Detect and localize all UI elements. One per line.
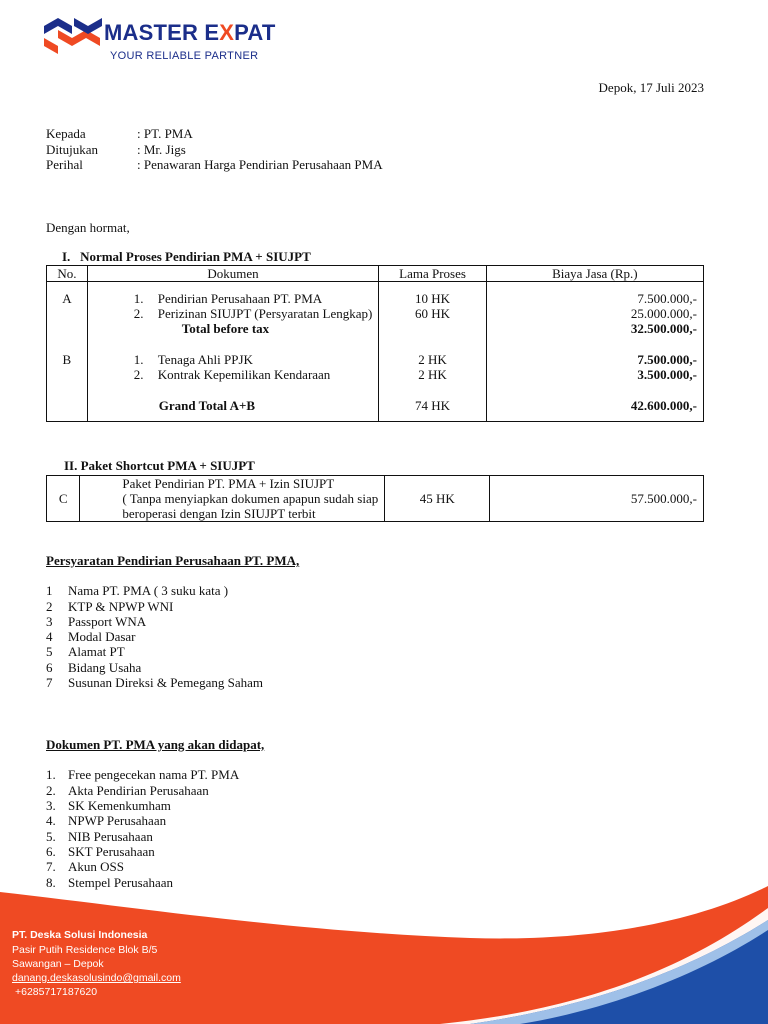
col-header-lama-proses: Lama Proses — [379, 266, 486, 282]
duration-cell: 60 HK — [415, 306, 451, 321]
subtotal-value: 32.500.000,- — [630, 321, 697, 336]
shortcut-cost: 57.500.000,- — [490, 476, 704, 522]
shortcut-doc-line: beroperasi dengan Izin SIUJPT terbit — [122, 506, 316, 521]
meta-value: : Penawaran Harga Pendirian Perusahaan PMA — [137, 157, 383, 172]
shortcut-doc-line: Paket Pendirian PT. PMA + Izin SIUJPT — [122, 476, 335, 491]
shortcut-doc-line: ( Tanpa menyiapkan dokumen apapun sudah siap — [122, 491, 379, 506]
requirements-title: Persyaratan Pendirian Perusahaan PT. PMA, — [46, 553, 300, 568]
footer-phone: +6285717187620 — [15, 986, 98, 998]
documents-title: Dokumen PT. PMA yang akan didapat, — [46, 737, 265, 752]
list-item: 1. Free pengecekan nama PT. PMA — [46, 767, 240, 782]
doc-item: 2. Kontrak Kepemilikan Kendaraan — [133, 367, 331, 382]
row-no-c: C — [47, 476, 80, 522]
list-item: 7 Susunan Direksi & Pemegang Saham — [46, 675, 263, 690]
doc-item: 2. Perizinan SIUJPT (Persyaratan Lengkap) — [133, 306, 373, 321]
row-no-a: A — [62, 291, 72, 306]
list-item: 4. NPWP Perusahaan — [46, 813, 167, 828]
grand-total-label: Grand Total A+B — [158, 398, 256, 413]
grand-total-duration: 74 HK — [415, 398, 451, 413]
meta-value: : Mr. Jigs — [137, 142, 186, 157]
list-item: 5 Alamat PT — [46, 644, 125, 659]
letter-date: Depok, 17 Juli 2023 — [598, 80, 704, 95]
col-header-no: No. — [47, 266, 88, 282]
list-item: 4 Modal Dasar — [46, 629, 136, 644]
list-item: 3 Passport WNA — [46, 614, 147, 629]
price-table-shortcut — [46, 475, 704, 522]
list-item: 7. Akun OSS — [46, 859, 124, 874]
footer-company-name: PT. Deska Solusi Indonesia — [12, 929, 148, 941]
subtotal-label: Total before tax — [181, 321, 270, 336]
meta-label: Ditujukan — [46, 142, 98, 157]
cost-cell: 7.500.000,- — [637, 291, 697, 306]
brand-name: MASTER EXPAT — [104, 20, 276, 45]
price-table-normal — [46, 265, 704, 422]
shortcut-duration: 45 HK — [385, 476, 490, 522]
master-expat-logo-icon — [44, 16, 102, 54]
brand-tagline: YOUR RELIABLE PARTNER — [110, 50, 259, 62]
cost-cell: 7.500.000,- — [637, 352, 697, 367]
table-row — [47, 282, 704, 422]
duration-cell: 10 HK — [415, 291, 451, 306]
doc-item: 1. Tenaga Ahli PPJK — [133, 352, 253, 367]
footer-address-line-2: Sawangan – Depok — [12, 958, 104, 970]
table-header-row — [47, 266, 704, 282]
footer-address-line-1: Pasir Putih Residence Blok B/5 — [12, 944, 158, 956]
row-no-b: B — [62, 352, 72, 367]
list-item: 6. SKT Perusahaan — [46, 844, 155, 859]
list-item: 5. NIB Perusahaan — [46, 829, 153, 844]
grand-total-value: 42.600.000,- — [630, 398, 697, 413]
duration-cell: 2 HK — [418, 367, 447, 382]
cost-cell: 3.500.000,- — [637, 367, 697, 382]
col-header-biaya: Biaya Jasa (Rp.) — [486, 266, 703, 282]
list-item: 8. Stempel Perusahaan — [46, 875, 174, 890]
duration-cell: 2 HK — [418, 352, 447, 367]
doc-item: 1. Pendirian Perusahaan PT. PMA — [133, 291, 323, 306]
cost-cell: 25.000.000,- — [630, 306, 697, 321]
meta-label: Perihal — [46, 157, 83, 172]
greeting: Dengan hormat, — [46, 220, 130, 235]
brand-accent-letter: X — [219, 20, 235, 45]
meta-label: Kepada — [46, 126, 86, 141]
list-item: 2 KTP & NPWP WNI — [46, 599, 174, 614]
list-item: 2. Akta Pendirian Perusahaan — [46, 783, 209, 798]
list-item: 6 Bidang Usaha — [46, 660, 142, 675]
section-2-title: II. Paket Shortcut PMA + SIUJPT — [64, 458, 255, 473]
col-header-dokumen: Dokumen — [87, 266, 379, 282]
table-row — [47, 476, 704, 522]
list-item: 3. SK Kemenkumham — [46, 798, 171, 813]
meta-value: : PT. PMA — [137, 126, 193, 141]
footer-email-link[interactable]: danang.deskasolusindo@gmail.com — [12, 972, 181, 984]
section-1-title: I. Normal Proses Pendirian PMA + SIUJPT — [62, 249, 311, 264]
list-item: 1 Nama PT. PMA ( 3 suku kata ) — [46, 583, 229, 598]
